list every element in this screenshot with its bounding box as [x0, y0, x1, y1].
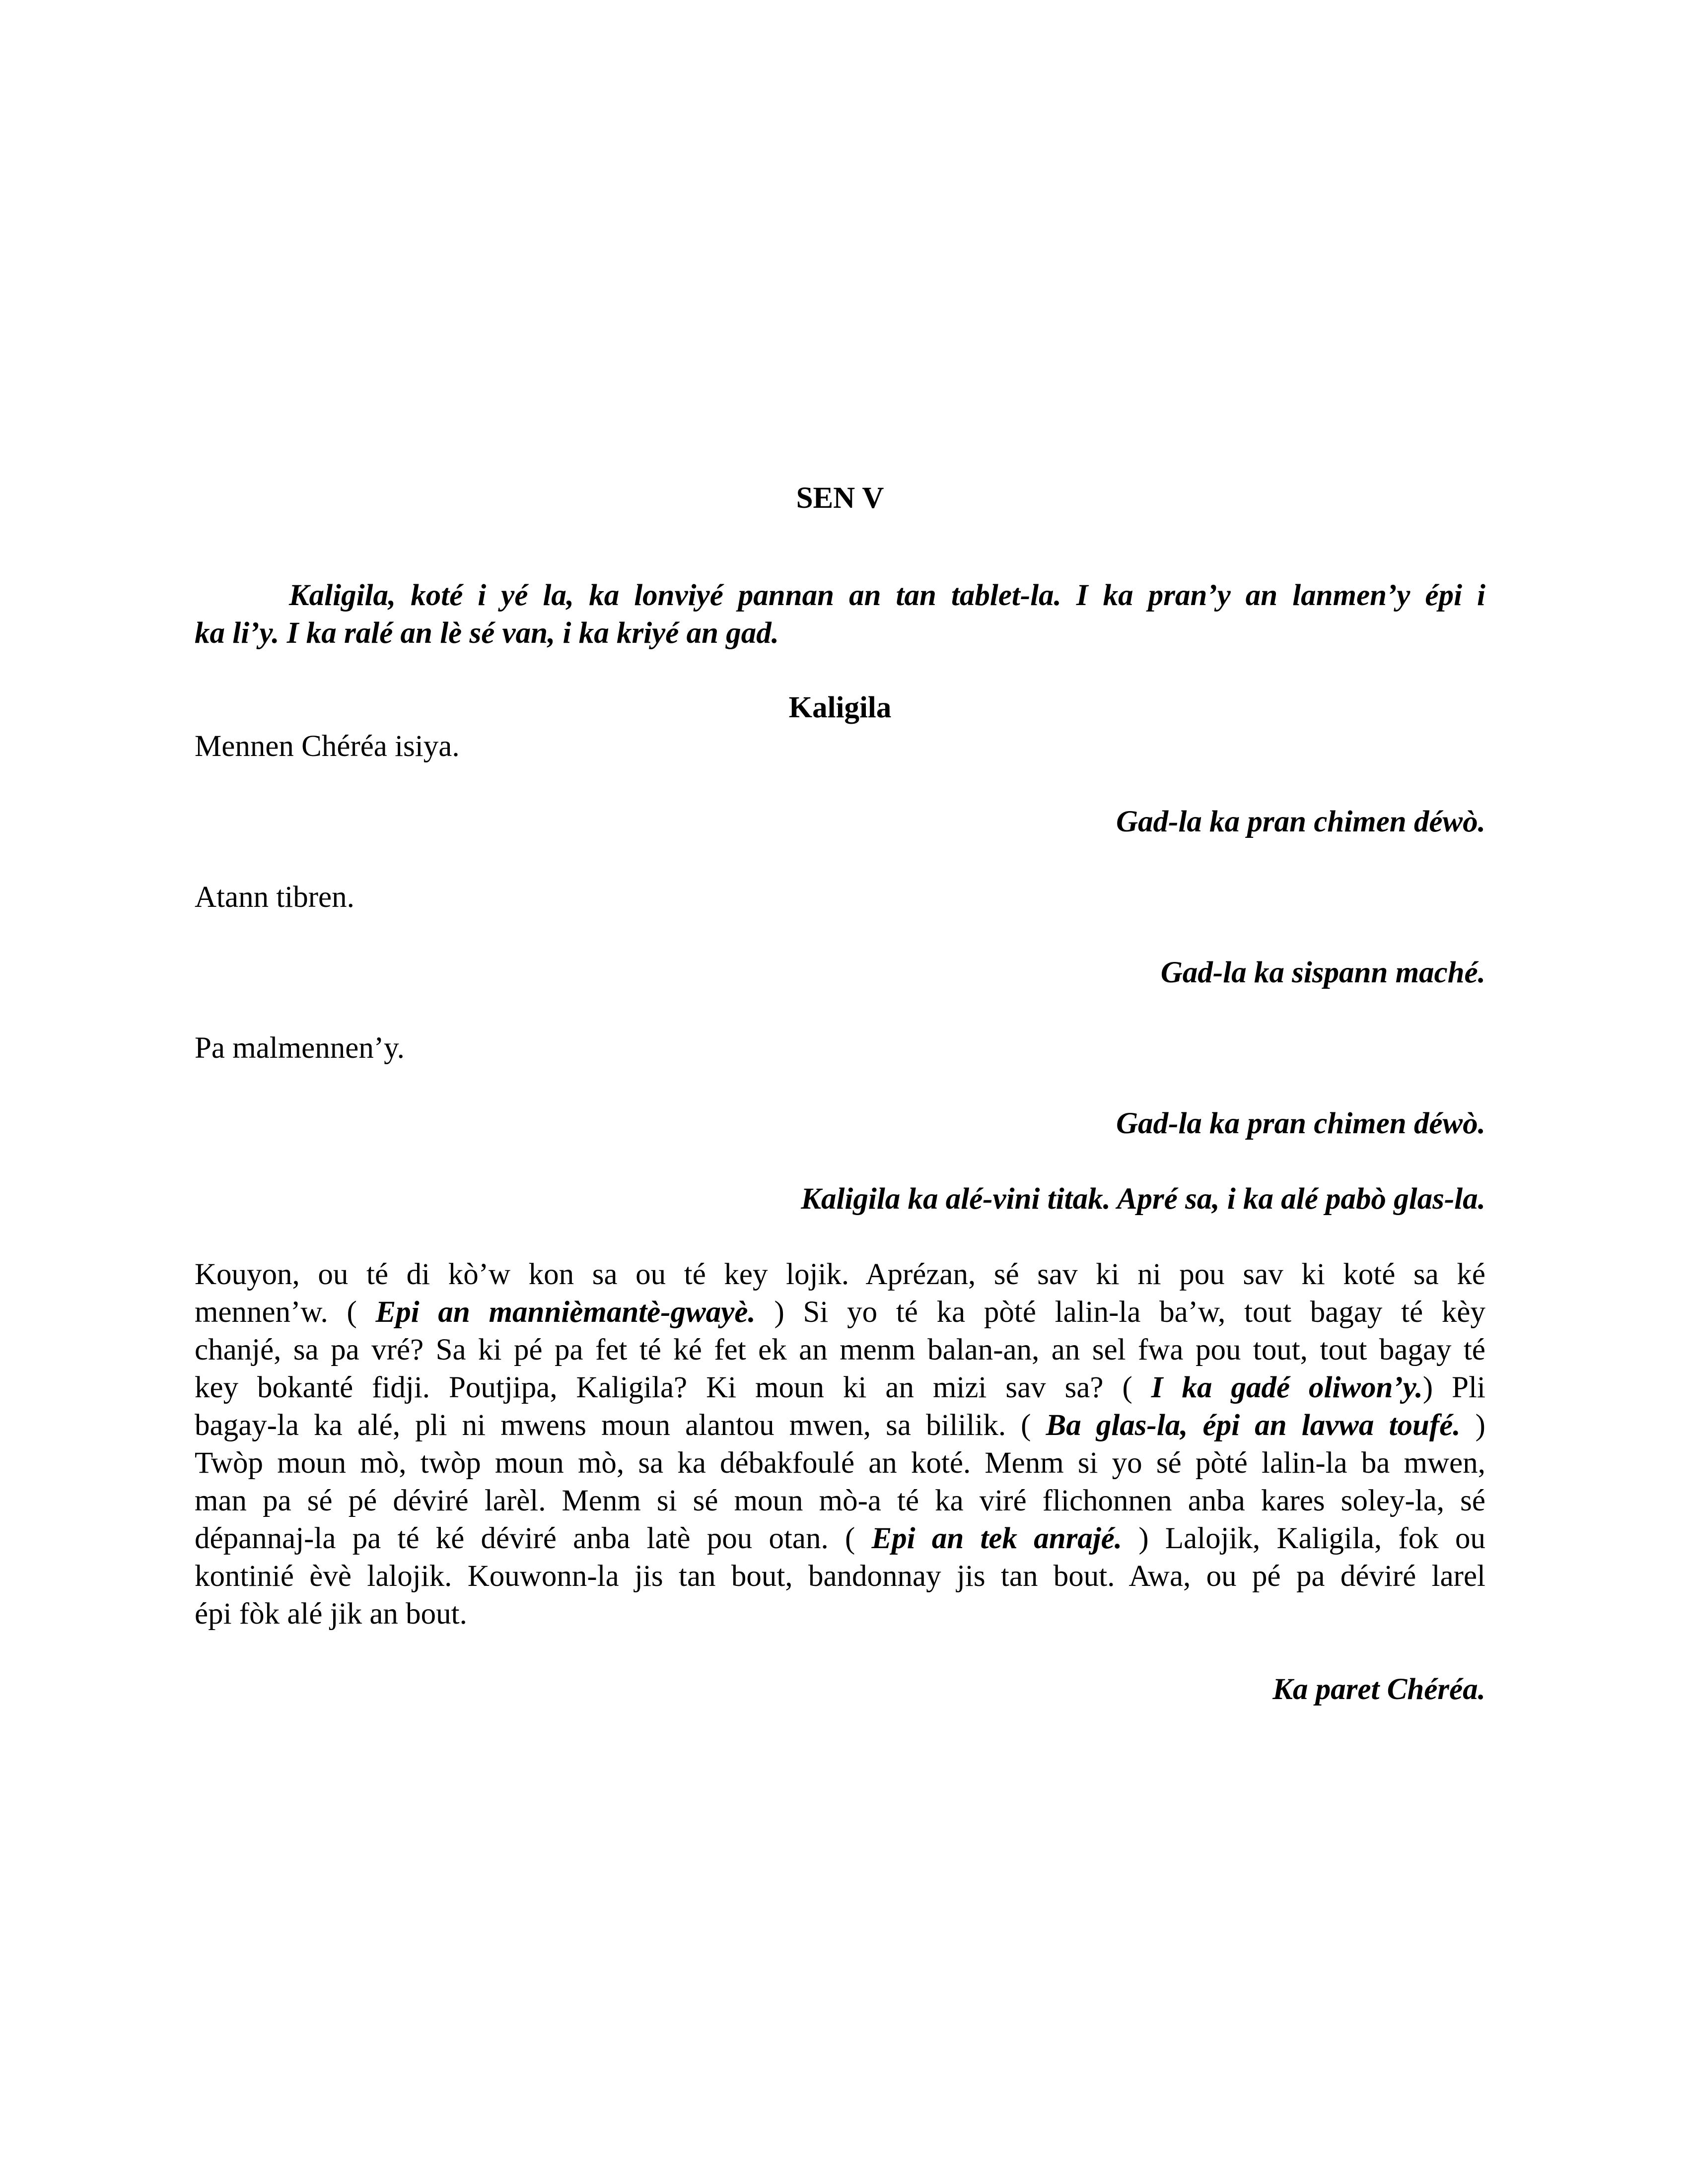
monologue-line-2-stage-direction: Epi an mannièmantè-gwayè. [375, 1296, 756, 1329]
dialogue-line-3: Pa malmennen’y. [195, 1031, 405, 1065]
monologue-line-5 [195, 1406, 1485, 1445]
opening-stage-direction-line-2: ka li’y. I ka ralé an lè sé van, i ka kriyé an gad. [195, 616, 779, 650]
stage-direction-3: Gad-la ka pran chimen déwò. [1116, 1107, 1485, 1140]
monologue-line-4-text-b: ) Pli [1422, 1371, 1485, 1404]
stage-direction-1: Gad-la ka pran chimen déwò. [1116, 805, 1485, 838]
scene-title: SEN V [796, 481, 884, 515]
monologue-line-7: man pa sé pé déviré larèl. Menm si sé moun mò-a té ka viré flichonnen anba kares soley-la, sé [195, 1484, 1485, 1517]
monologue-line-4-text-a: key bokanté fidji. Poutjipa, Kaligila? Ki moun ki an mizi sav sa? ( [195, 1371, 1151, 1404]
monologue-line-6: Twòp moun mò, twòp moun mò, sa ka débakfoulé an koté. Menm si yo sé pòté lalin-la ba mwen, [195, 1446, 1485, 1480]
monologue-line-9: kontinié èvè lalojik. Kouwonn-la jis tan bout, bandonnay jis tan bout. Awa, ou pé pa déviré larel [195, 1560, 1485, 1593]
monologue-line-4-stage-direction: I ka gadé oliwon’y. [1151, 1371, 1423, 1404]
monologue-line-8-text-a: dépannaj-la pa té ké déviré anba latè pou otan. ( [195, 1522, 872, 1555]
monologue-line-5-text-a: bagay-la ka alé, pli ni mwens moun alantou mwen, sa bililik. ( [195, 1409, 1046, 1442]
monologue-line-4 [195, 1368, 1485, 1408]
monologue-line-1: Kouyon, ou té di kò’w kon sa ou té key lojik. Aprézan, sé sav ki ni pou sav ki koté sa ké [195, 1258, 1485, 1291]
dialogue-line-2: Atann tibren. [195, 881, 354, 914]
monologue-line-8-stage-direction: Epi an tek anrajé. [871, 1522, 1123, 1555]
monologue-line-8 [195, 1519, 1485, 1559]
monologue-line-2-text-a: mennen’w. ( [195, 1296, 376, 1329]
closing-stage-direction: Ka paret Chéréa. [1272, 1673, 1485, 1706]
monologue-line-10: épi fòk alé jik an bout. [195, 1597, 467, 1631]
monologue-line-2-text-b: ) Si yo té ka pòté lalin-la ba’w, tout bagay té kèy [755, 1296, 1485, 1329]
dialogue-line-1: Mennen Chéréa isiya. [195, 730, 460, 763]
script-page [195, 0, 1485, 2184]
monologue-line-3: chanjé, sa pa vré? Sa ki pé pa fet té ké fet ek an menm balan-an, an sel fwa pou tout, tout bagay té [195, 1333, 1485, 1366]
speaker-name: Kaligila [788, 691, 892, 724]
monologue-line-5-text-b: ) [1460, 1409, 1485, 1442]
monologue-line-2 [195, 1293, 1485, 1332]
monologue-line-5-stage-direction: Ba glas-la, épi an lavwa toufé. [1046, 1409, 1461, 1442]
stage-direction-4: Kaligila ka alé-vini titak. Apré sa, i ka alé pabò glas-la. [801, 1182, 1485, 1216]
stage-direction-2: Gad-la ka sispann maché. [1160, 956, 1485, 989]
opening-stage-direction-line-1: Kaligila, koté i yé la, ka lonviyé pannan an tan tablet-la. I ka pran’y an lanmen’y épi i [289, 579, 1485, 612]
monologue-line-8-text-b: ) Lalojik, Kaligila, fok ou [1122, 1522, 1485, 1555]
